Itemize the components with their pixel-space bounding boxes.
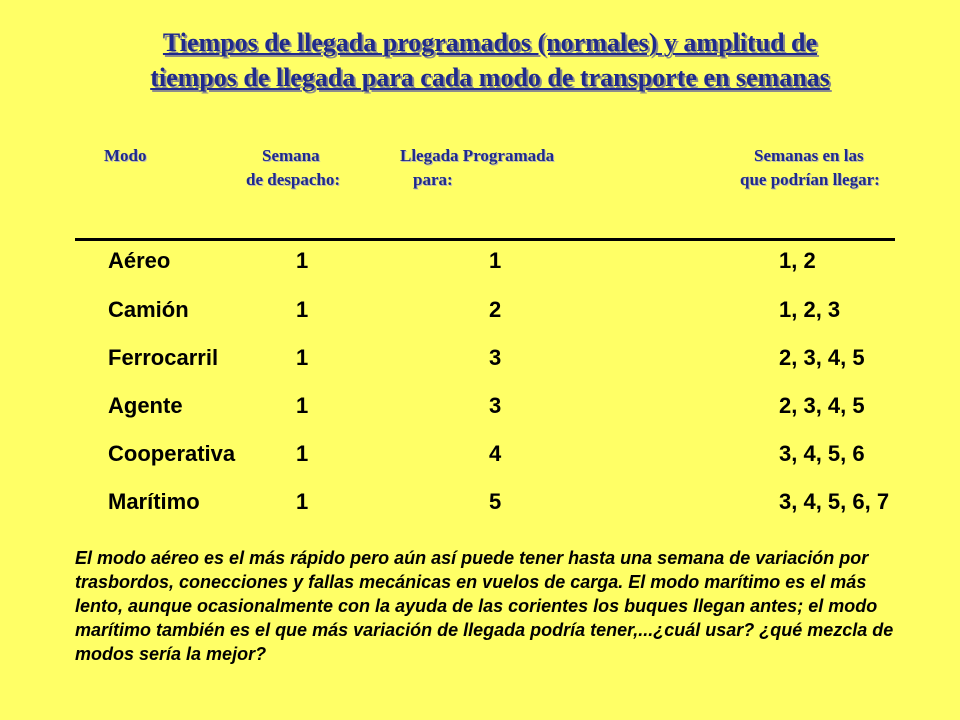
cell-rango: 3, 4, 5, 6, 7	[779, 489, 890, 514]
title-line-2: tiempos de llegada para cada modo de transporte en semanas	[150, 63, 830, 92]
cell-llegada: 4	[489, 441, 502, 466]
header-semana-line-1: Semana	[262, 146, 320, 165]
header-modo: Modo	[104, 146, 147, 165]
cell-llegada: 5	[489, 489, 502, 514]
header-llegada-line-1: Llegada Programada	[400, 146, 555, 165]
explanatory-note: El modo aéreo es el más rápido pero aún así puede tener hasta una semana de variación por trasbordos, conecciones y fallas mecánicas en vuelos de carga. El modo marítimo es el más lento, aunque ocasionalmente con la ayuda de las corientes los buques llegan antes; el modo marítimo también es el que más variación de llegada podría tener,...¿cuál usar? ¿qué mezcla de modos sería la mejor?	[75, 548, 894, 664]
cell-despacho: 1	[296, 248, 309, 273]
header-semanas-line-1: Semanas en las	[754, 146, 864, 165]
cell-llegada: 3	[489, 393, 502, 418]
cell-despacho: 1	[296, 489, 309, 514]
header-semanas-line-2: que podrían llegar:	[740, 170, 880, 189]
cell-rango: 1, 2, 3	[779, 297, 841, 322]
cell-despacho: 1	[296, 345, 309, 370]
cell-llegada: 3	[489, 345, 502, 370]
cell-rango: 2, 3, 4, 5	[779, 393, 865, 418]
table-rule	[75, 238, 895, 241]
cell-despacho: 1	[296, 297, 309, 322]
cell-modo: Camión	[108, 297, 189, 322]
cell-llegada: 1	[489, 248, 502, 273]
cell-llegada: 2	[489, 297, 502, 322]
cell-despacho: 1	[296, 441, 309, 466]
cell-rango: 2, 3, 4, 5	[779, 345, 865, 370]
cell-modo: Agente	[108, 393, 183, 418]
cell-despacho: 1	[296, 393, 309, 418]
cell-modo: Ferrocarril	[108, 345, 219, 370]
cell-modo: Cooperativa	[108, 441, 236, 466]
header-semana-line-2: de despacho:	[246, 170, 340, 189]
cell-rango: 1, 2	[779, 248, 816, 273]
cell-modo: Aéreo	[108, 248, 171, 273]
cell-modo: Marítimo	[108, 489, 200, 514]
title-line-1: Tiempos de llegada programados (normales) y amplitud de	[162, 28, 818, 57]
cell-rango: 3, 4, 5, 6	[779, 441, 865, 466]
header-llegada-line-2: para:	[413, 170, 453, 189]
